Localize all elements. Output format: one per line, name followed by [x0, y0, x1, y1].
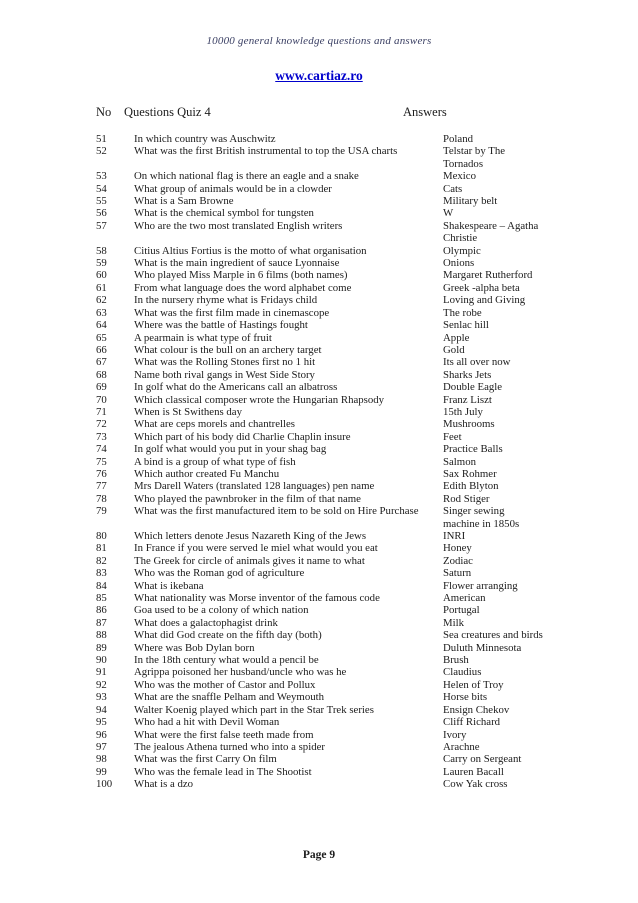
row-question: Name both rival gangs in West Side Story	[134, 368, 315, 381]
row-number: 85	[96, 592, 107, 605]
table-row	[96, 394, 638, 406]
row-number: 98	[96, 753, 107, 766]
row-question: In the 18th century what would a pencil be	[134, 654, 319, 667]
row-number: 67	[96, 356, 107, 369]
row-question: A bind is a group of what type of fish	[134, 455, 296, 468]
row-number: 75	[96, 455, 107, 468]
row-number: 72	[96, 418, 107, 431]
row-answer: Its all over now	[443, 356, 511, 369]
table-row	[96, 381, 638, 393]
row-question: What is ikebana	[134, 579, 204, 592]
row-number: 90	[96, 654, 107, 667]
row-answer: Milk	[443, 616, 464, 629]
row-answer: Brush	[443, 654, 469, 667]
row-answer: Flower arranging	[443, 579, 518, 592]
table-row	[96, 778, 638, 790]
column-header-questions: Questions Quiz 4	[124, 105, 211, 119]
table-row	[96, 468, 638, 480]
row-question: A pearmain is what type of fruit	[134, 331, 272, 344]
row-question: What colour is the bull on an archery target	[134, 343, 322, 356]
row-question: What are the snaffle Pelham and Weymouth	[134, 691, 325, 704]
row-number: 76	[96, 467, 107, 480]
row-number: 89	[96, 641, 107, 654]
table-row	[96, 282, 638, 294]
row-question: What are ceps morels and chantrelles	[134, 418, 295, 431]
row-question: Which letters denote Jesus Nazareth King of the Jews	[134, 530, 367, 542]
table-row	[96, 183, 638, 195]
row-number: 63	[96, 306, 107, 319]
row-number: 53	[96, 170, 107, 183]
table-row	[96, 406, 638, 418]
row-answer: Ivory	[443, 728, 467, 741]
row-answer: Salmon	[443, 455, 476, 468]
table-row	[96, 269, 638, 281]
row-answer: Rod Stiger	[443, 492, 490, 505]
row-answer: American	[443, 592, 486, 605]
page-footer: Page 9	[302, 849, 336, 861]
row-answer: Military belt	[443, 195, 498, 208]
row-answer: Cliff Richard	[443, 716, 501, 729]
row-answer: Feet	[443, 430, 462, 443]
row-number: 64	[96, 319, 107, 332]
row-question: Which author created Fu Manchu	[134, 467, 280, 480]
document-header	[0, 0, 638, 85]
row-question: What were the first false teeth made from	[134, 728, 314, 741]
row-number: 52	[96, 145, 107, 158]
row-number: 77	[96, 480, 107, 493]
row-question: What is the main ingredient of sauce Lyonnaise	[134, 257, 340, 270]
row-question: Who had a hit with Devil Woman	[134, 716, 280, 729]
table-row	[96, 245, 638, 257]
row-answer: Franz Liszt	[443, 393, 492, 406]
row-answer: 15th July	[443, 405, 483, 418]
row-question: Who played the pawnbroker in the film of that name	[134, 492, 361, 505]
row-answer: Olympic	[443, 244, 481, 257]
row-number: 51	[96, 133, 107, 145]
table-row	[96, 716, 638, 728]
row-question: Which classical composer wrote the Hungarian Rhapsody	[134, 393, 385, 406]
row-number: 58	[96, 244, 107, 257]
table-row	[96, 580, 638, 592]
table-row	[96, 356, 638, 368]
row-question: The Greek for circle of animals gives it name to what	[134, 554, 365, 567]
row-question: What group of animals would be in a clowder	[134, 182, 332, 195]
table-row	[96, 666, 638, 678]
table-row	[96, 195, 638, 207]
row-number: 83	[96, 567, 107, 580]
row-question: In golf what do the Americans call an albatross	[134, 381, 338, 394]
row-question: Mrs Darell Waters (translated 128 languages) pen name	[134, 480, 375, 493]
row-number: 62	[96, 294, 107, 307]
row-answer: Ensign Chekov	[443, 703, 510, 716]
row-question: Agrippa poisoned her husband/uncle who was he	[134, 666, 347, 679]
row-answer: Loving and Giving	[443, 294, 526, 307]
table-row	[96, 654, 638, 666]
row-question: Who are the two most translated English writers	[134, 219, 343, 232]
table-row	[96, 505, 638, 530]
row-question: When is St Swithens day	[134, 405, 242, 418]
row-answer: Portugal	[443, 604, 480, 617]
row-answer: Lauren Bacall	[443, 765, 504, 778]
row-answer: Mushrooms	[443, 418, 495, 431]
row-answer: Telstar by The Tornados	[443, 145, 506, 170]
row-question: What was the first Carry On film	[134, 753, 277, 766]
table-row	[96, 456, 638, 468]
row-number: 71	[96, 405, 107, 418]
row-question: What was the Rolling Stones first no 1 hit	[134, 356, 316, 369]
row-number: 100	[96, 778, 113, 791]
table-row	[96, 729, 638, 741]
row-answer: Mexico	[443, 170, 476, 183]
row-number: 79	[96, 505, 107, 518]
table-row	[96, 431, 638, 443]
row-answer: Edith Blyton	[443, 480, 499, 493]
row-answer: Senlac hill	[443, 319, 489, 332]
row-number: 70	[96, 393, 107, 406]
table-row	[96, 766, 638, 778]
row-number: 54	[96, 182, 107, 195]
row-answer: Gold	[443, 343, 465, 356]
row-question: On which national flag is there an eagle and a snake	[134, 170, 359, 183]
table-row	[96, 592, 638, 604]
row-number: 68	[96, 368, 107, 381]
table-row	[96, 294, 638, 306]
table-row	[96, 480, 638, 492]
table-row	[96, 542, 638, 554]
row-number: 97	[96, 740, 107, 753]
table-row	[96, 604, 638, 616]
row-number: 55	[96, 195, 107, 208]
row-question: What was the first British instrumental to top the USA charts	[134, 145, 398, 158]
row-number: 66	[96, 343, 107, 356]
row-answer: Sharks Jets	[443, 368, 492, 381]
table-row	[96, 220, 638, 245]
row-answer: Apple	[443, 331, 470, 344]
row-number: 92	[96, 678, 107, 691]
table-row	[96, 691, 638, 703]
row-question: From what language does the word alphabet come	[134, 281, 352, 294]
row-question: What is the chemical symbol for tungsten	[134, 207, 314, 220]
table-row	[96, 555, 638, 567]
site-link[interactable]: www.cartiaz.ro	[275, 68, 363, 83]
row-answer: Poland	[443, 133, 473, 145]
row-answer: Horse bits	[443, 691, 488, 704]
table-row	[96, 704, 638, 716]
row-question: What does a galactophagist drink	[134, 616, 278, 629]
table-row	[96, 332, 638, 344]
row-number: 78	[96, 492, 107, 505]
row-question: In the nursery rhyme what is Fridays child	[134, 294, 318, 307]
table-row	[96, 344, 638, 356]
table-row	[96, 567, 638, 579]
column-header-answers: Answers	[403, 105, 447, 119]
row-number: 95	[96, 716, 107, 729]
row-answer: Greek -alpha beta	[443, 281, 520, 294]
row-number: 74	[96, 443, 107, 456]
row-question: The jealous Athena turned who into a spider	[134, 740, 325, 753]
table-row	[96, 679, 638, 691]
table-row	[96, 418, 638, 430]
row-question: Walter Koenig played which part in the Star Trek series	[134, 703, 374, 716]
table-column-headers	[96, 105, 638, 120]
row-number: 91	[96, 666, 107, 679]
row-question: What did God create on the fifth day (both)	[134, 629, 322, 642]
column-header-no: No	[96, 105, 112, 119]
table-row	[96, 443, 638, 455]
row-number: 60	[96, 269, 107, 282]
row-answer: Claudius	[443, 666, 482, 679]
row-number: 86	[96, 604, 107, 617]
row-answer: Cats	[443, 182, 463, 195]
row-question: In which country was Auschwitz	[134, 133, 276, 145]
row-answer: Cow Yak cross	[443, 778, 508, 791]
row-answer: Honey	[443, 542, 472, 555]
table-row	[96, 530, 638, 542]
row-answer: Sea creatures and birds	[443, 629, 543, 642]
table-row	[96, 145, 638, 170]
document-title: 10000 general knowledge questions and answers	[206, 35, 432, 47]
row-number: 94	[96, 703, 107, 716]
row-question: Who was the female lead in The Shootist	[134, 765, 312, 778]
row-answer: Arachne	[443, 740, 480, 753]
table-row	[96, 642, 638, 654]
row-answer: Double Eagle	[443, 381, 503, 394]
row-answer: Carry on Sergeant	[443, 753, 522, 766]
row-answer: W	[443, 207, 454, 220]
row-number: 87	[96, 616, 107, 629]
row-answer: Practice Balls	[443, 443, 503, 456]
qa-rows	[96, 133, 638, 791]
row-question: What is a Sam Browne	[134, 195, 234, 208]
row-answer: Zodiac	[443, 554, 473, 567]
row-number: 59	[96, 257, 107, 270]
table-row	[96, 369, 638, 381]
row-answer: Sax Rohmer	[443, 467, 497, 480]
table-row	[96, 629, 638, 641]
row-answer: Margaret Rutherford	[443, 269, 533, 282]
table-row	[96, 753, 638, 765]
row-number: 69	[96, 381, 107, 394]
row-number: 61	[96, 281, 107, 294]
table-row	[96, 319, 638, 331]
row-question: Who was the Roman god of agriculture	[134, 567, 305, 580]
row-question: What nationality was Morse inventor of the famous code	[134, 592, 380, 605]
row-answer: Duluth Minnesota	[443, 641, 522, 654]
row-number: 57	[96, 219, 107, 232]
row-number: 81	[96, 542, 107, 555]
table-row	[96, 617, 638, 629]
row-answer: Helen of Troy	[443, 678, 504, 691]
table-row	[96, 493, 638, 505]
row-answer: Singer sewing machine in 1850s	[443, 505, 520, 530]
table-row	[96, 133, 638, 145]
row-answer: Shakespeare – Agatha Christie	[443, 219, 539, 245]
row-answer: The robe	[443, 306, 482, 319]
row-question: Who was the mother of Castor and Pollux	[134, 678, 316, 691]
row-answer: Saturn	[443, 567, 472, 580]
row-question: Which part of his body did Charlie Chaplin insure	[134, 430, 351, 443]
row-number: 88	[96, 629, 107, 642]
row-number: 65	[96, 331, 107, 344]
row-number: 84	[96, 579, 107, 592]
row-question: In France if you were served le miel what would you eat	[134, 542, 378, 555]
row-answer: INRI	[443, 530, 466, 542]
row-question: In golf what would you put in your shag bag	[134, 443, 327, 456]
row-question: Citius Altius Fortius is the motto of what organisation	[134, 244, 367, 257]
row-question: What is a dzo	[134, 778, 194, 791]
row-question: What was the first manufactured item to be sold on Hire Purchase	[134, 505, 419, 518]
table-row	[96, 207, 638, 219]
row-question: What was the first film made in cinemascope	[134, 306, 330, 319]
row-question: Where was Bob Dylan born	[134, 641, 255, 654]
row-number: 93	[96, 691, 107, 704]
row-question: Goa used to be a colony of which nation	[134, 604, 309, 617]
table-row	[96, 257, 638, 269]
row-number: 56	[96, 207, 107, 220]
row-number: 82	[96, 554, 107, 567]
table-row	[96, 741, 638, 753]
row-number: 80	[96, 530, 107, 542]
row-number: 96	[96, 728, 107, 741]
row-number: 99	[96, 765, 107, 778]
row-answer: Onions	[443, 257, 475, 270]
table-row	[96, 170, 638, 182]
row-number: 73	[96, 430, 107, 443]
table-row	[96, 307, 638, 319]
row-question: Who played Miss Marple in 6 films (both names)	[134, 269, 348, 282]
row-question: Where was the battle of Hastings fought	[134, 319, 308, 332]
